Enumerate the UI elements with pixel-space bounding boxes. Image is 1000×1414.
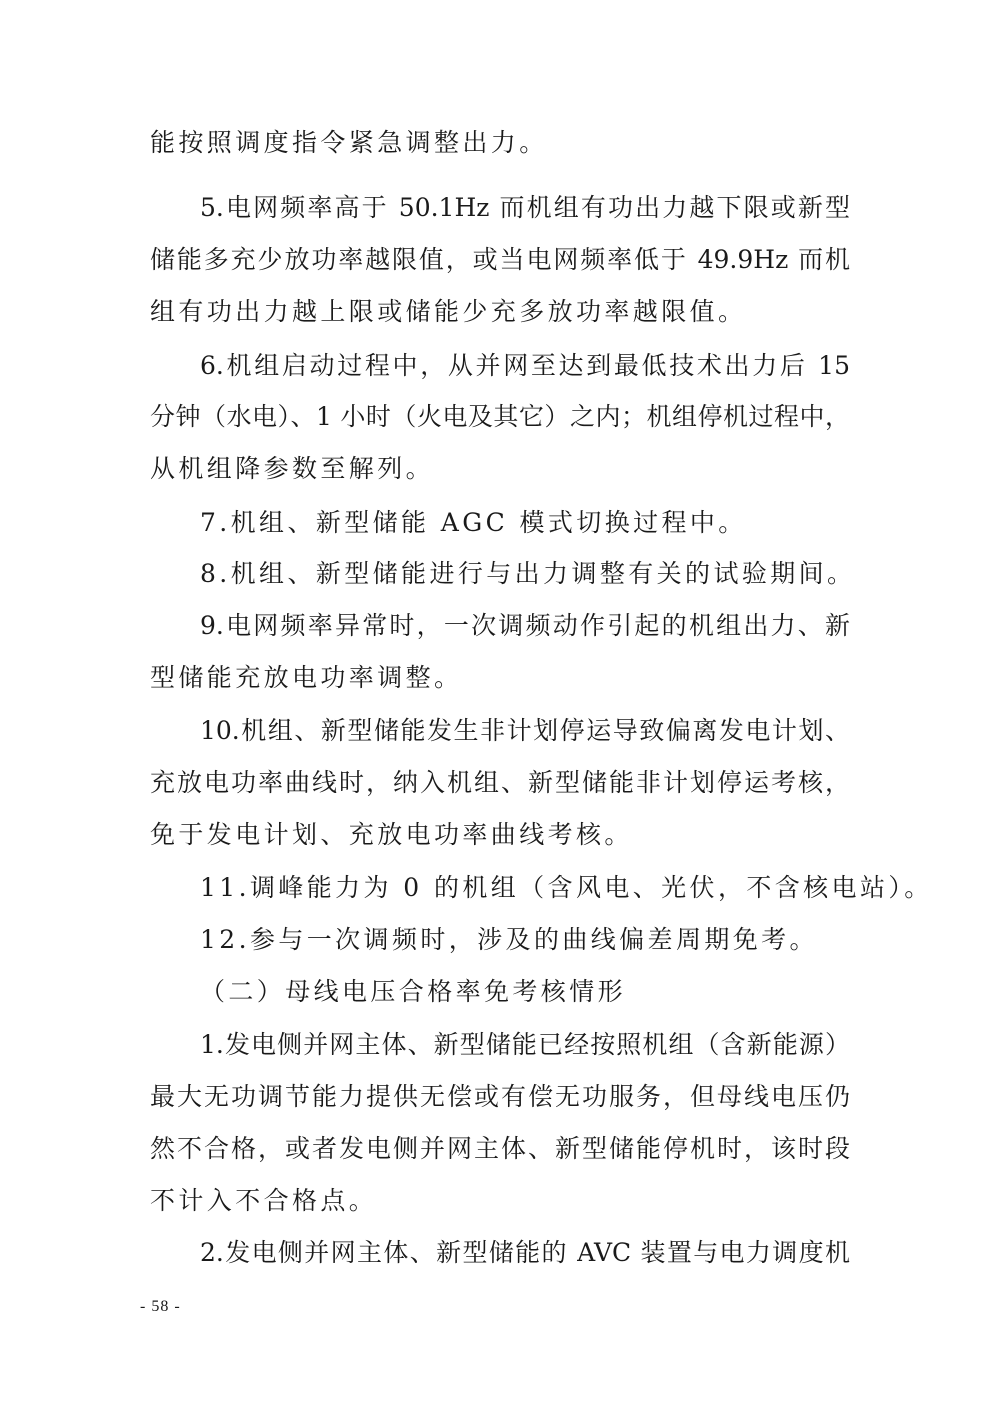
item-10-line-1: 10.机组、新型储能发生非计划停运导致偏离发电计划、 — [200, 716, 850, 745]
item-10-line-3: 免于发电计划、充放电功率曲线考核。 — [150, 820, 633, 849]
bus-item-1-line-2: 最大无功调节能力提供无偿或有偿无功服务，但母线电压仍 — [150, 1082, 850, 1111]
item-5-line-2: 储能多充少放功率越限值，或当电网频率低于 49.9Hz 而机 — [150, 245, 850, 274]
item-6-line-1: 6.机组启动过程中，从并网至达到最低技术出力后 15 — [200, 351, 850, 380]
item-8: 8.机组、新型储能进行与出力调整有关的试验期间。 — [200, 559, 856, 588]
item-9-line-2: 型储能充放电功率调整。 — [150, 663, 463, 692]
section-heading: （二）母线电压合格率免考核情形 — [200, 977, 627, 1006]
bus-item-1-line-3: 然不合格，或者发电侧并网主体、新型储能停机时，该时段 — [150, 1134, 850, 1163]
item-11: 11.调峰能力为 0 的机组（含风电、光伏，不含核电站）。 — [200, 873, 933, 902]
page-number: - 58 - — [140, 1298, 181, 1315]
text-line-continuation: 能按照调度指令紧急调整出力。 — [150, 128, 548, 157]
bus-item-1-line-1: 1.发电侧并网主体、新型储能已经按照机组（含新能源） — [200, 1030, 850, 1059]
item-5-line-1: 5.电网频率高于 50.1Hz 而机组有功出力越下限或新型 — [200, 193, 850, 222]
item-6-line-2: 分钟（水电）、1 小时（火电及其它）之内；机组停机过程中， — [150, 402, 850, 431]
bus-item-1-line-4: 不计入不合格点。 — [150, 1186, 378, 1215]
item-5-line-3: 组有功出力越上限或储能少充多放功率越限值。 — [150, 297, 747, 326]
item-6-line-3: 从机组降参数至解列。 — [150, 454, 435, 483]
bus-item-2-line-1: 2.发电侧并网主体、新型储能的 AVC 装置与电力调度机 — [200, 1238, 850, 1267]
item-12: 12.参与一次调频时，涉及的曲线偏差周期免考。 — [200, 925, 818, 954]
item-10-line-2: 充放电功率曲线时，纳入机组、新型储能非计划停运考核， — [150, 768, 850, 797]
item-9-line-1: 9.电网频率异常时，一次调频动作引起的机组出力、新 — [200, 611, 850, 640]
item-7: 7.机组、新型储能 AGC 模式切换过程中。 — [200, 508, 747, 537]
